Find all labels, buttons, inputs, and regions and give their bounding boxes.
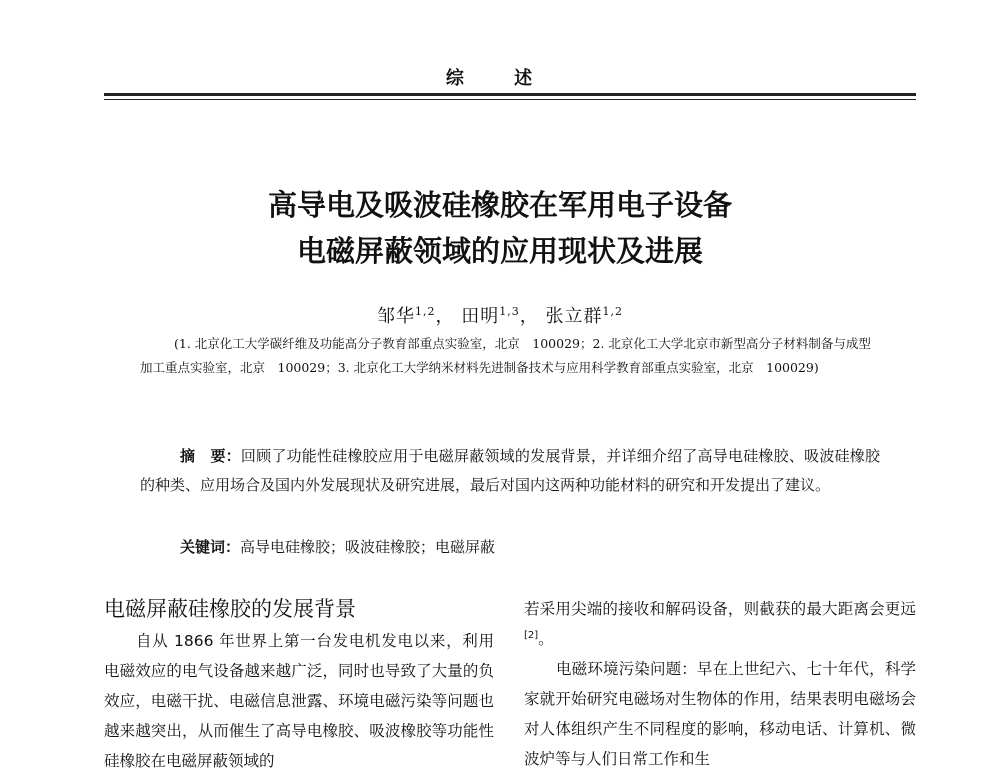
section-heading: 电磁屏蔽硅橡胶的发展背景 bbox=[104, 597, 356, 621]
keywords-text: 高导电硅橡胶；吸波硅橡胶；电磁屏蔽 bbox=[240, 538, 496, 556]
keywords-label: 关键词： bbox=[180, 538, 241, 556]
abstract bbox=[140, 442, 880, 500]
title-line-2: 电磁屏蔽领域的应用现状及进展 bbox=[296, 234, 703, 268]
abstract-text: 回顾了功能性硅橡胶应用于电磁屏蔽领域的发展背景，并详细介绍了高导电硅橡胶、吸波硅橡胶的种类、应用场合及国内外发展现状及研究进展，最后对国内这两种功能材料的研究和开发提出了建议。 bbox=[140, 447, 880, 494]
abstract-label: 摘 要： bbox=[180, 447, 241, 465]
author-affiliation-mark: 1,2 bbox=[415, 305, 436, 318]
header-rule-thin bbox=[104, 99, 916, 100]
author-name: 邹华 bbox=[377, 306, 416, 327]
left-column bbox=[104, 594, 494, 776]
author-affiliation-mark: 1,3 bbox=[499, 305, 520, 318]
author-separator: ， bbox=[519, 306, 539, 327]
author-affiliation-mark: 1,2 bbox=[602, 305, 623, 318]
section-header-label: 综 述 bbox=[445, 68, 555, 89]
right-column bbox=[524, 594, 916, 774]
author-affiliations: (1. 北京化工大学碳纤维及功能高分子教育部重点实验室，北京 100029；2. 北京化工大学北京市新型高分子材料制备与成型加工重点实验室，北京 100029；3. 北京化工大学纳米材料先进制备技术与应用科学教育部重点实验室，北京 100029) bbox=[140, 336, 871, 375]
author-name: 张立群 bbox=[545, 306, 603, 327]
paper-title bbox=[0, 182, 1000, 274]
keywords bbox=[180, 535, 880, 559]
header-rule-thick bbox=[104, 93, 916, 96]
body-paragraph: 自从 1866 年世界上第一台发电机发电以来，利用电磁效应的电气设备越来越广泛，同时也导致了大量的负效应，电磁干扰、电磁信息泄露、环境电磁污染等问题也越来越突出，从而催生了高导电橡胶、吸波橡胶等功能性硅橡胶在电磁屏蔽领域的 bbox=[104, 632, 494, 770]
author-separator: ， bbox=[435, 306, 455, 327]
paragraph-text: 若采用尖端的接收和解码设备，则截获的最大距离会更远 bbox=[524, 600, 916, 618]
author-name: 田明 bbox=[461, 306, 500, 327]
body-paragraph: 电磁环境污染问题：早在上世纪六、七十年代，科学家就开始研究电磁场对生物体的作用，结果表明电磁场会对人体组织产生不同程度的影响，移动电话、计算机、微波炉等与人们日常工作和生 bbox=[524, 660, 916, 768]
body-paragraph-continued bbox=[524, 594, 916, 654]
paragraph-end: 。 bbox=[538, 630, 554, 648]
title-line-1: 高导电及吸波硅橡胶在军用电子设备 bbox=[267, 188, 732, 222]
author-list bbox=[0, 302, 1000, 328]
citation-ref: [2] bbox=[524, 629, 539, 641]
